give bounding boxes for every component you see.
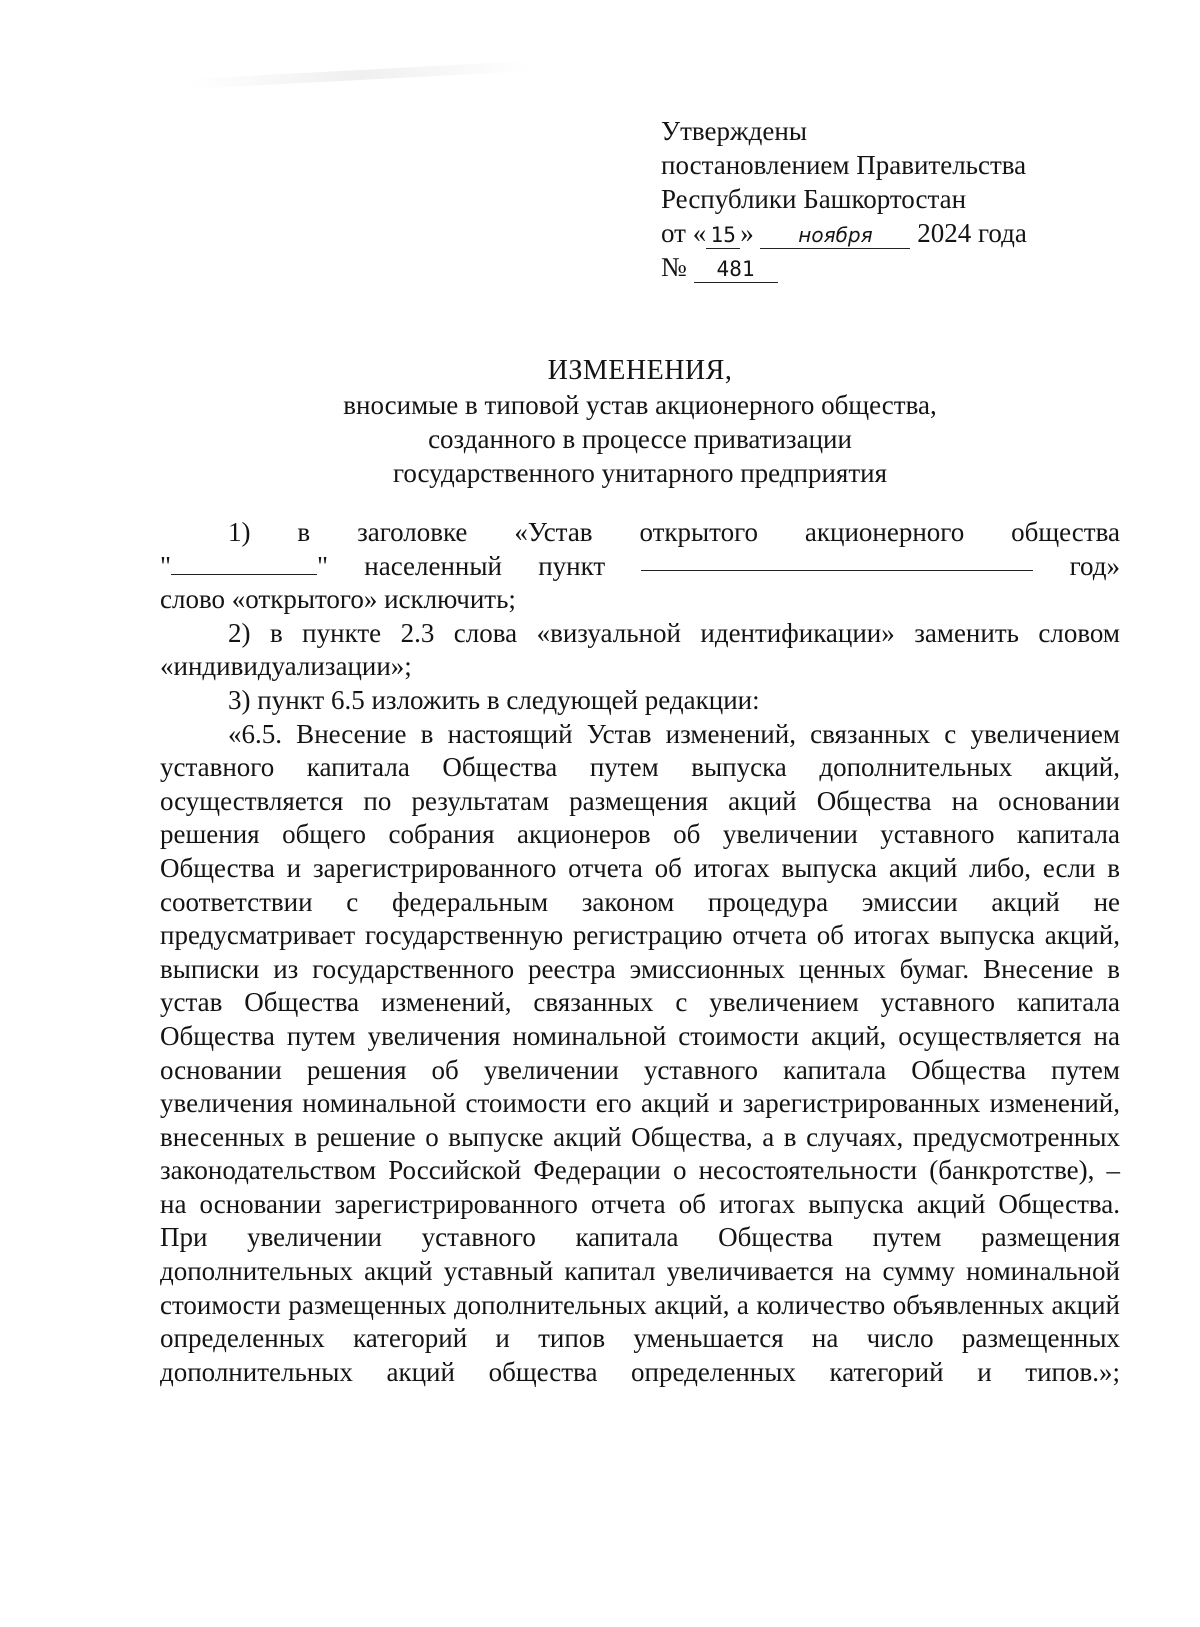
title-line-3: созданного в процессе приватизации (428, 424, 852, 454)
title-line-2: вносимые в типовой устав акционерного общества, (343, 390, 937, 420)
item-3-text: «6.5. Внесение в настоящий Устав изменений, связанных с увеличением уставного капитала Общества путем выпуска дополнительных акций, осуществляется по результатам размещения акций Общества на основании решения общего собрания акционеров об увеличении уставного капитала Общества и зарегистрированного отчета об итогах выпуска акций либо, если в соответствии с федеральным законом процедура эмиссии акций не предусматривает государственную регистрацию отчета об итогах выпуска акций, выписки из государственного реестра эмиссионных ценных бумаг. Внесение в устав Общества изменений, связанных с увеличением уставного капитала Общества путем увеличения номинальной стоимости акций, осуществляется на основании решения об увеличении уставного капитала Общества путем увеличения номинальной стоимости его акций и зарегистрированных изменений, внесенных в решение о выпуске акций Общества, а в случаях, предусмотренных законодательством Российской Федерации о несостоятельности (банкротстве), – на основании зарегистрированного отчета об итогах выпуска акций Общества. При увеличении уставного капитала Общества путем размещения дополнительных акций уставный капитал увеличивается на сумму номинальной стоимости размещенных дополнительных акций, а количество объявленных акций определенных категорий и типов уменьшается на число размещенных дополнительных акций общества определенных категорий и типов.»; (160, 718, 1120, 1387)
charter-name-field (160, 550, 328, 584)
date-prefix: от « (661, 218, 707, 248)
item-1-word: открытого (639, 517, 758, 547)
approval-line-2: постановлением Правительства (661, 150, 1027, 180)
title-heading: ИЗМЕНЕНИЯ, (547, 355, 733, 386)
item-1-word: 1) (228, 517, 251, 547)
item-1-end: слово «открытого» исключить; (160, 584, 516, 615)
document-title (160, 354, 1120, 490)
item-1-line-1 (160, 516, 1120, 550)
blank-name (171, 554, 317, 575)
title-line-4: государственного унитарного предприятия (392, 458, 888, 488)
date-month: ноября (760, 222, 910, 249)
document-body (160, 516, 1120, 1389)
date-mid: » (740, 218, 754, 248)
item-1-word: «Устав (514, 517, 593, 547)
item-1-line-2 (160, 550, 1120, 584)
approval-date-line (661, 216, 1121, 250)
approval-block (661, 114, 1121, 284)
date-day: 15 (706, 222, 740, 249)
item-1-word: в (297, 517, 311, 547)
blank-settlement (641, 550, 1033, 571)
quote-open: " (160, 550, 172, 581)
approval-line-3: Республики Башкортостан (661, 184, 967, 214)
year-word: год» (1069, 550, 1120, 581)
number-prefix: № (661, 252, 687, 282)
point-word: пункт (538, 550, 606, 581)
item-1-word: акционерного (804, 517, 965, 547)
approval-line-1: Утверждены (661, 116, 807, 146)
scan-artifact (190, 61, 530, 89)
settlement-word: населенный (364, 550, 502, 581)
item-1-word: общества (1011, 517, 1120, 547)
item-1-word: заголовке (357, 517, 468, 547)
date-year: 2024 года (917, 218, 1027, 248)
approval-number-line (661, 250, 1121, 284)
document-number: 481 (694, 256, 778, 283)
item-3: 3) пункт 6.5 изложить в следующей редакции: (228, 684, 760, 715)
quote-close: " (317, 550, 329, 581)
item-2: 2) в пункте 2.3 слова «визуальной идентификации» заменить словом «индивидуализации»; (160, 617, 1120, 682)
